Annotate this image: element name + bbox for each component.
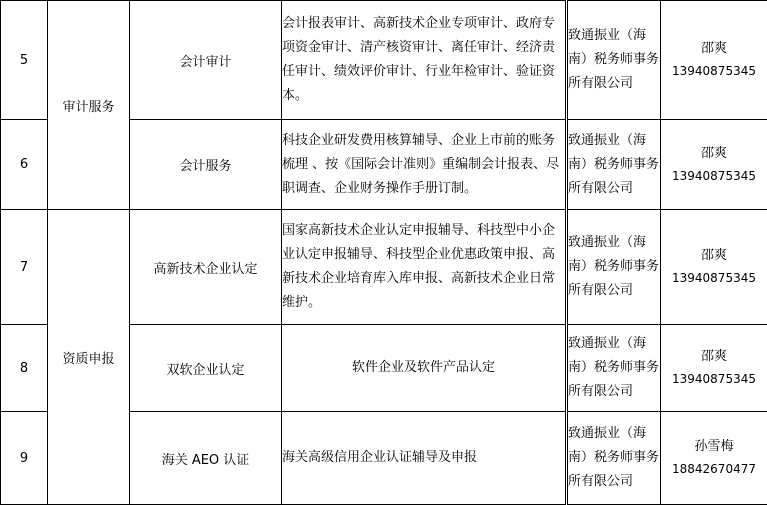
contact-name: 孙雪梅: [661, 436, 767, 458]
service-provider: 致通振业（海南）税务师事务所有限公司: [567, 210, 661, 325]
service-provider: 致通振业（海南）税务师事务所有限公司: [567, 325, 661, 412]
table-row: [1, 1, 767, 120]
contact-phone: 18842670477: [661, 458, 767, 480]
row-number: 6: [1, 120, 48, 210]
row-number: 5: [1, 1, 48, 120]
service-provider: 致通振业（海南）税务师事务所有限公司: [567, 120, 661, 210]
service-description: 科技企业研发费用核算辅导、企业上市前的账务梳理 、按《国际会计准则》重编制会计报表、尽职调查、企业财务操作手册订制。: [282, 120, 567, 210]
service-item: 海关 AEO 认证: [130, 412, 282, 505]
service-description: 软件企业及软件产品认定: [282, 325, 567, 412]
service-item: 高新技术企业认定: [130, 210, 282, 325]
service-provider: 致通振业（海南）税务师事务所有限公司: [567, 1, 661, 120]
contact: [661, 120, 767, 210]
contact: [661, 1, 767, 120]
contact: [661, 325, 767, 412]
contact-phone: 13940875345: [661, 267, 767, 289]
row-number: 8: [1, 325, 48, 412]
contact-name: 邵爽: [661, 38, 767, 60]
contact: [661, 210, 767, 325]
service-description: 国家高新技术企业认定申报辅导、科技型中小企业认定申报辅导、科技型企业优惠政策申报、高新技术企业培育库入库申报、高新技术企业日常维护。: [282, 210, 567, 325]
service-provider: 致通振业（海南）税务师事务所有限公司: [567, 412, 661, 505]
contact-name: 邵爽: [661, 143, 767, 165]
service-item: 双软企业认定: [130, 325, 282, 412]
contact: [661, 412, 767, 505]
contact-phone: 13940875345: [661, 60, 767, 82]
service-item: 会计服务: [130, 120, 282, 210]
table-row: [1, 210, 767, 325]
service-description: 海关高级信用企业认证辅导及申报: [282, 412, 567, 505]
row-number: 9: [1, 412, 48, 505]
category-audit: 审计服务: [48, 1, 130, 210]
service-item: 会计审计: [130, 1, 282, 120]
contact-name: 邵爽: [661, 346, 767, 368]
contact-phone: 13940875345: [661, 368, 767, 390]
category-qualification: 资质申报: [48, 210, 130, 505]
row-number: 7: [1, 210, 48, 325]
contact-phone: 13940875345: [661, 165, 767, 187]
contact-name: 邵爽: [661, 245, 767, 267]
service-description: 会计报表审计、高新技术企业专项审计、政府专项资金审计、清产核资审计、离任审计、经济责任审计、绩效评价审计、行业年检审计、验证资本。: [282, 1, 567, 120]
